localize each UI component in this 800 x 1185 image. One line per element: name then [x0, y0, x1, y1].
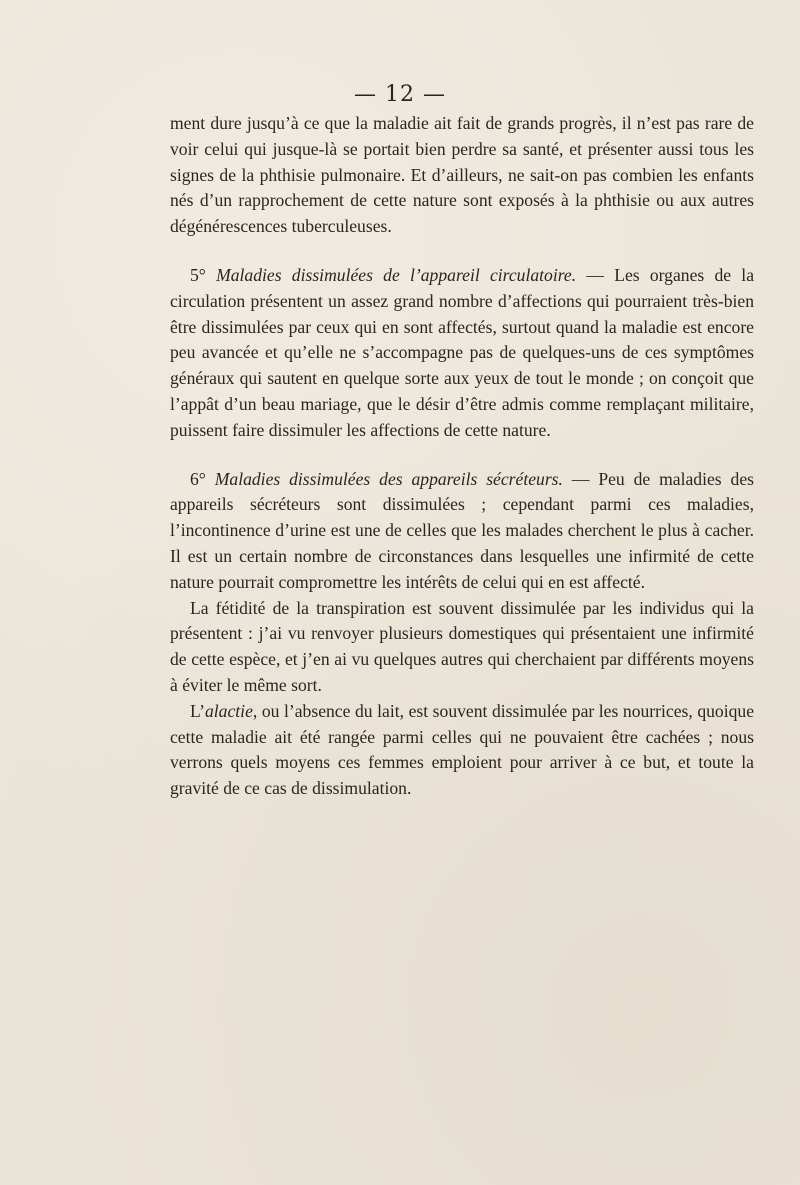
section-body-circulatory: — Les organes de la circulation présentent un assez grand nombre d’affections qui pourraient très-bien être dissimulées par ceux qui en sont affectés, surtout quand la maladie est encore peu avancée et qu’elle ne s’accompagne pas de quelques-uns de ces symptômes généraux qui sautent en quelque sorte aux yeux de tout le monde ; on conçoit que l’appât d’un beau mariage, que le désir d’être admis comme remplaçant militaire, puissent faire dissimuler les affections de cette nature.	[170, 264, 755, 440]
page-number: — 12 —	[354, 82, 446, 107]
paragraph-secretory	[170, 467, 754, 596]
paragraph-continuation: ment dure jusqu’à ce que la maladie ait fait de grands progrès, il n’est pas rare de voir celui qui jusque-là se portait bien perdre sa santé, et présenter aussi tous les signes de la phthisie pulmonaire. Et d’ailleurs, ne sait-on pas combien les enfants nés d’un rapprochement de cette nature sont exposés à la phthisie ou aux autres dégénérescences tuberculeuses.	[170, 113, 754, 237]
section-number: 6°	[190, 468, 206, 489]
section-title-circulatory: Maladies dissimulées de l’appareil circulatoire.	[216, 264, 577, 285]
paragraph-transpiration: La fétidité de la transpiration est souvent dissimulée par les individus qui la présentent : j’ai vu renvoyer plusieurs domestiques qui présentaient une infirmité de cette espèce, et j’en ai vu quelques autres qui cherchaient par différents moyens à éviter le même sort.	[170, 597, 754, 695]
body-text	[170, 111, 754, 802]
paragraph-spacer	[170, 444, 754, 467]
paragraph-alactie	[170, 699, 754, 802]
section-number: 5°	[190, 264, 206, 285]
alactie-term: alactie	[205, 700, 253, 721]
section-body-secretory: — Peu de maladies des appareils sécréteurs sont dissimulées ; cependant parmi ces maladies, l’incontinence d’urine est une de celles que les malades cherchent le plus à cacher. Il est un certain nombre de circonstances dans lesquelles une infirmité de cette nature pourrait compromettre les intérêts de celui qui en est affecté.	[170, 468, 754, 592]
alactie-lead: L’	[190, 700, 205, 721]
section-title-secretory: Maladies dissimulées des appareils sécréteurs.	[214, 468, 563, 489]
alactie-body: , ou l’absence du lait, est souvent dissimulée par les nourrices, quoique cette maladie ait été rangée parmi celles qui ne pouvaient être cachées ; nous verrons quels moyens ces femmes emploient pour arriver à ce but, et toute la gravité de ce cas de dissimulation.	[170, 700, 754, 799]
paragraph-circulatory	[170, 263, 754, 444]
paragraph-spacer	[170, 240, 754, 263]
